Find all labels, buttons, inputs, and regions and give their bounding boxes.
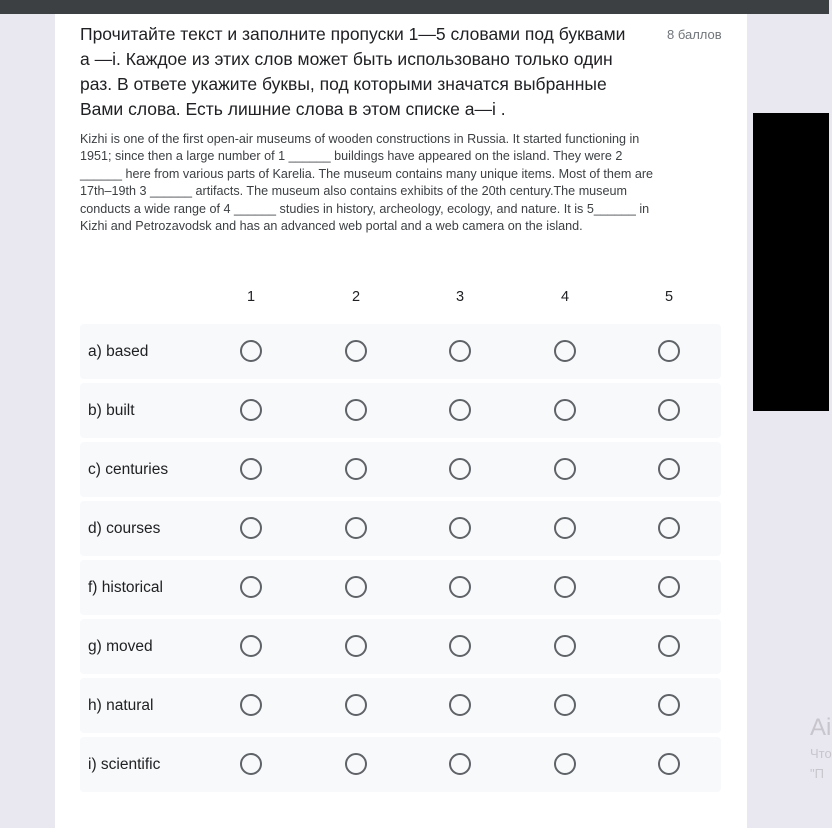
radio-h-2[interactable]	[345, 694, 367, 716]
row-label: i) scientific	[88, 756, 161, 773]
radio-a-5[interactable]	[658, 340, 680, 362]
grid-row-g	[80, 619, 721, 674]
grid-row-c	[80, 442, 721, 497]
radio-i-5[interactable]	[658, 753, 680, 775]
radio-a-1[interactable]	[240, 340, 262, 362]
side-ghost-text-3: "П	[810, 766, 824, 781]
radio-f-4[interactable]	[554, 576, 576, 598]
points-label: 8 баллов	[667, 27, 722, 42]
row-label: f) historical	[88, 579, 163, 596]
black-overlay-panel	[753, 113, 829, 411]
radio-f-1[interactable]	[240, 576, 262, 598]
radio-c-5[interactable]	[658, 458, 680, 480]
row-label: c) centuries	[88, 461, 169, 478]
radio-a-2[interactable]	[345, 340, 367, 362]
row-label: a) based	[88, 343, 149, 360]
radio-c-3[interactable]	[449, 458, 471, 480]
grid-row-h	[80, 678, 721, 733]
radio-b-5[interactable]	[658, 399, 680, 421]
radio-b-2[interactable]	[345, 399, 367, 421]
row-label: h) natural	[88, 697, 154, 714]
column-header-5: 5	[664, 289, 674, 305]
radio-g-2[interactable]	[345, 635, 367, 657]
radio-f-3[interactable]	[449, 576, 471, 598]
radio-i-4[interactable]	[554, 753, 576, 775]
radio-d-4[interactable]	[554, 517, 576, 539]
side-ghost-text-1: Ai	[810, 714, 832, 741]
radio-f-2[interactable]	[345, 576, 367, 598]
column-header-3: 3	[455, 289, 465, 305]
radio-b-1[interactable]	[240, 399, 262, 421]
radio-d-2[interactable]	[345, 517, 367, 539]
column-header-1: 1	[246, 289, 256, 305]
radio-c-4[interactable]	[554, 458, 576, 480]
radio-c-2[interactable]	[345, 458, 367, 480]
radio-h-4[interactable]	[554, 694, 576, 716]
row-label: g) moved	[88, 638, 153, 655]
radio-f-5[interactable]	[658, 576, 680, 598]
radio-d-5[interactable]	[658, 517, 680, 539]
radio-b-4[interactable]	[554, 399, 576, 421]
radio-d-1[interactable]	[240, 517, 262, 539]
radio-d-3[interactable]	[449, 517, 471, 539]
radio-i-3[interactable]	[449, 753, 471, 775]
radio-a-3[interactable]	[449, 340, 471, 362]
grid-row-b	[80, 383, 721, 438]
column-header-4: 4	[560, 289, 570, 305]
grid-row-i	[80, 737, 721, 792]
row-label: d) courses	[88, 520, 161, 537]
radio-g-4[interactable]	[554, 635, 576, 657]
radio-b-3[interactable]	[449, 399, 471, 421]
question-title: Прочитайте текст и заполните пропуски 1—5 словами под буквами а —i. Каждое из этих слов может быть использовано только один раз. В ответе укажите буквы, под которыми значатся выбранные Вами слова. Есть лишние слова в этом списке а—i .	[80, 24, 626, 119]
question-card	[55, 14, 747, 828]
side-ghost-text-2: Что	[810, 746, 832, 761]
radio-c-1[interactable]	[240, 458, 262, 480]
radio-h-5[interactable]	[658, 694, 680, 716]
row-label: b) built	[88, 402, 135, 419]
radio-h-1[interactable]	[240, 694, 262, 716]
radio-g-3[interactable]	[449, 635, 471, 657]
radio-a-4[interactable]	[554, 340, 576, 362]
grid-row-a	[80, 324, 721, 379]
radio-h-3[interactable]	[449, 694, 471, 716]
radio-i-1[interactable]	[240, 753, 262, 775]
column-header-2: 2	[351, 289, 361, 305]
radio-g-5[interactable]	[658, 635, 680, 657]
question-passage: Kizhi is one of the first open-air museums of wooden constructions in Russia. It started functioning in 1951; since then a large number of 1 ______ buildings have appeared on the island. They were 2 ______ here from various parts of Karelia. The museum contains many unique items. Most of them are 17th–19th 3 ______ artifacts. The museum also contains exhibits of the 20th century.The museum conducts a wide range of 4 ______ studies in history, archeology, ecology, and nature. It is 5______ in Kizhi and Petrozavodsk and has an advanced web portal and a web camera on the island.	[80, 132, 654, 234]
radio-i-2[interactable]	[345, 753, 367, 775]
grid-row-d	[80, 501, 721, 556]
top-bar	[0, 0, 829, 14]
radio-g-1[interactable]	[240, 635, 262, 657]
grid-row-f	[80, 560, 721, 615]
